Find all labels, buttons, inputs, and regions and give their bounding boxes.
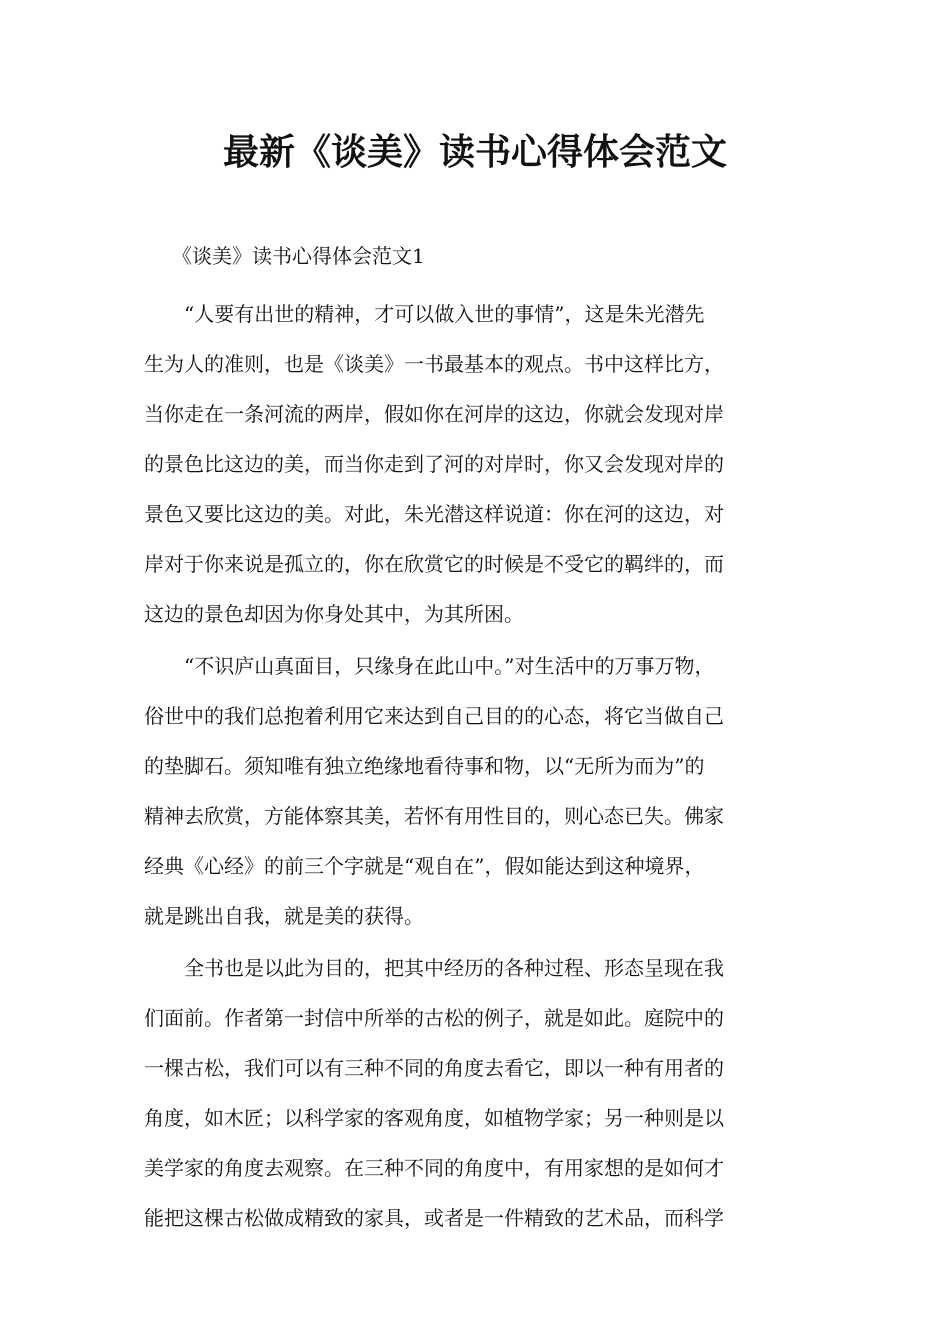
paragraph-line: 全书也是以此为目的，把其中经历的各种过程、形态呈现在我 — [184, 956, 724, 980]
paragraph-line: 美学家的角度去观察。在三种不同的角度中，有用家想的是如何才 — [144, 1156, 724, 1180]
document-title: 最新《谈美》读书心得体会范文 — [222, 132, 727, 173]
paragraph-line: 角度，如木匠；以科学家的客观角度，如植物学家；另一种则是以 — [144, 1106, 724, 1130]
paragraph-line: 生为人的准则，也是《谈美》一书最基本的观点。书中这样比方， — [144, 352, 724, 376]
paragraph-line: 就是跳出自我，就是美的获得。 — [144, 904, 424, 928]
paragraph-line: 俗世中的我们总抱着利用它来达到自己目的的心态，将它当做自己 — [144, 704, 724, 728]
paragraph-line: 的景色比这边的美，而当你走到了河的对岸时，你又会发现对岸的 — [144, 452, 724, 476]
paragraph-line: 一棵古松，我们可以有三种不同的角度去看它，即以一种有用者的 — [144, 1056, 724, 1080]
paragraph-line: 精神去欣赏，方能体察其美，若怀有用性目的，则心态已失。佛家 — [144, 804, 724, 828]
document-body — [144, 231, 824, 1245]
paragraph-line: “不识庐山真面目，只缘身在此山中。”对生活中的万事万物， — [184, 654, 715, 678]
paragraph-line: 的垫脚石。须知唯有独立绝缘地看待事和物，以“无所为而为”的 — [144, 754, 705, 778]
paragraph-line: “人要有出世的精神，才可以做入世的事情”，这是朱光潜先 — [184, 302, 705, 326]
paragraph-2 — [144, 641, 824, 941]
paragraph-line: 当你走在一条河流的两岸，假如你在河岸的这边，你就会发现对岸 — [144, 402, 724, 426]
paragraph-3 — [144, 943, 824, 1243]
paragraph-line: 岸对于你来说是孤立的，你在欣赏它的时候是不受它的羁绊的，而 — [144, 552, 724, 576]
paragraph-line: 景色又要比这边的美。对此，朱光潜这样说道：你在河的这边，对 — [144, 502, 724, 526]
paragraph-line: 这边的景色却因为你身处其中，为其所困。 — [144, 602, 524, 626]
paragraph-1 — [144, 289, 824, 639]
paragraph-line: 能把这棵古松做成精致的家具，或者是一件精致的艺术品，而科学 — [144, 1206, 724, 1230]
section-heading: 《谈美》读书心得体会范文1 — [172, 244, 425, 268]
paragraph-line: 们面前。作者第一封信中所举的古松的例子，就是如此。庭院中的 — [144, 1006, 724, 1030]
paragraph-line: 经典《心经》的前三个字就是“观自在”，假如能达到这种境界， — [144, 854, 705, 878]
